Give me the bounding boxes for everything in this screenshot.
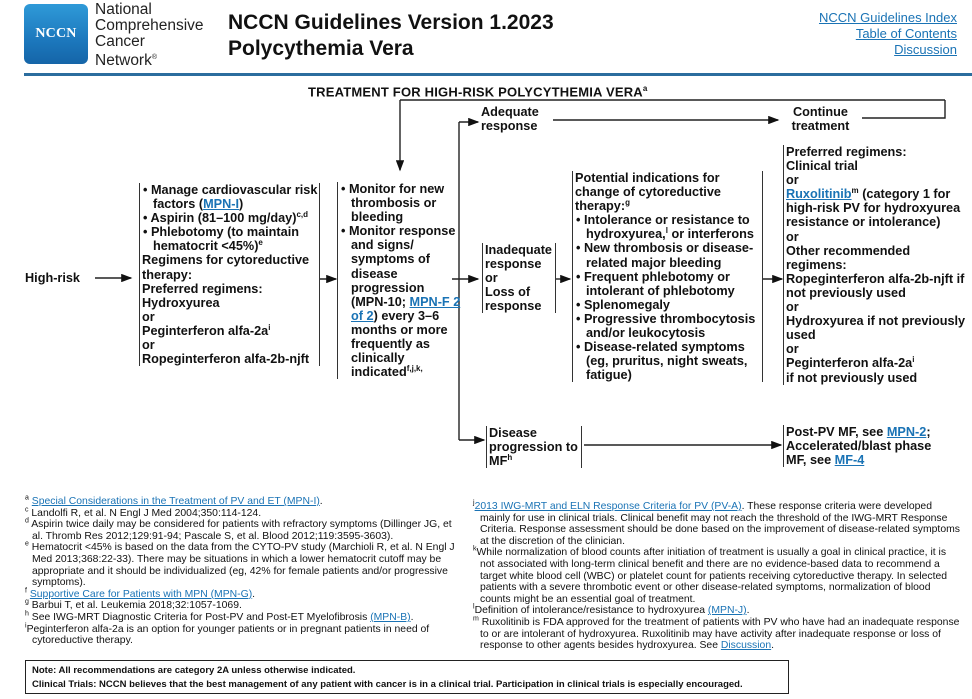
- footnote-ref: h: [507, 452, 513, 462]
- note-line: Clinical Trials: NCCN believes that the best management of any patient with cancer is in a clinical trial. Participation in clinical trials is especially encouraged.: [32, 679, 743, 690]
- bullet-aspirin: • Aspirin (81–100 mg/day)$^{c,d}$: [143, 209, 309, 226]
- high-risk-label: High-risk: [25, 271, 80, 285]
- footnote-mark: c: [25, 506, 29, 514]
- title-line: NCCN Guidelines Version 1.2023: [228, 11, 554, 34]
- text: Hematocrit <45% is based on the data from the CYTO-PV study (Marchioli R, et al. N Engl J Med 2013;368:22-33). There may be situations in which a lower hematocrit cutoff may be appropriate and it should be individualized (eg, 42% for female patients and/or progressive symptoms).: [31, 542, 455, 589]
- registered-mark: ®: [151, 54, 158, 61]
- text: .: [410, 611, 414, 623]
- discussion-link[interactable]: Discussion: [894, 42, 957, 57]
- title-line: Polycythemia Vera: [228, 37, 414, 60]
- footnote-mark: e: [25, 540, 29, 548]
- indication-item: • Frequent phlebotomy or intolerant of phlebotomy: [576, 269, 735, 298]
- text: Peginterferon alfa-2a: [142, 323, 269, 338]
- mpn-i-link[interactable]: MPN-I: [203, 197, 240, 212]
- text: Progressive thrombocytosis and/or leukocytosis: [583, 311, 756, 341]
- inadequate-response-box: [482, 243, 556, 313]
- footnote-ref: e: [258, 238, 263, 248]
- mpn-j-link[interactable]: (MPN-J): [707, 605, 747, 617]
- footnotes-left: [25, 496, 465, 647]
- text: Frequent phlebotomy or intolerant of phlebotomy: [583, 269, 735, 298]
- discussion-footnote-link[interactable]: Discussion: [720, 640, 772, 652]
- text: .: [252, 588, 256, 600]
- text: Landolfi R, et al. N Engl J Med 2004;350:114-124.: [31, 507, 262, 519]
- or-label: or: [786, 229, 799, 244]
- option-ropeginterferon: Ropeginterferon alfa-2b-njft: [142, 352, 310, 367]
- section-title-text: TREATMENT FOR HIGH-RISK POLYCYTHEMIA VERA: [308, 84, 643, 100]
- text: Disease-related symptoms (eg, pruritus, night sweats, fatigue): [583, 340, 748, 383]
- text: Splenomegaly: [583, 297, 670, 312]
- footnote-h: [25, 612, 465, 624]
- text: . These response criteria were developed mainly for use in clinical trials. Clinical benefit may not reach the threshold of the IWG-MRT Response Criteria. Response assessment should be done based on the improvement of disease-related symptoms at the discretion of the clinician.: [480, 501, 960, 547]
- footnote-d: [25, 519, 465, 542]
- loop-continue: [862, 100, 945, 118]
- footnote-mark: l: [473, 603, 475, 611]
- footnote-a: [25, 496, 465, 508]
- text: Disease progression to MF: [489, 426, 578, 469]
- note-line: Note: All recommendations are category 2A unless otherwise indicated.: [32, 665, 356, 676]
- footnote-ref: i: [268, 322, 271, 332]
- footnote-mark: f: [25, 587, 27, 595]
- option-ruxolitinib: [786, 187, 966, 229]
- mf-line: Accelerated/blast phase: [786, 439, 932, 454]
- bullet-phlebotomy: • Phlebotomy (to maintain hematocrit <45%)$^e$: [143, 225, 299, 254]
- text: Phlebotomy (to maintain hematocrit <45%): [150, 225, 299, 254]
- potential-indications-box: [572, 171, 763, 382]
- mpn-2-link[interactable]: MPN-2: [886, 425, 927, 439]
- text: Potential indications for change of cytoreductive therapy:: [575, 171, 721, 214]
- bullet-monitor-thrombosis: • Monitor for new thrombosis or bleeding: [341, 182, 445, 225]
- option-ropeginterferon: Ropeginterferon alfa-2b-njft if not previously used: [786, 271, 965, 300]
- text: ) every 3–6 months or more frequently as clinically indicated: [351, 308, 448, 380]
- footnotes-right: [473, 501, 963, 652]
- footnote-l: [473, 605, 963, 617]
- option-clinical-trial: Clinical trial: [786, 159, 858, 174]
- text: or: [485, 271, 498, 286]
- bullet-cardio: • Manage cardiovascular risk factors (MPN-I): [143, 183, 318, 212]
- other-heading: Other recommended regimens:: [786, 243, 911, 272]
- text: ): [239, 197, 244, 212]
- text: response: [485, 257, 542, 272]
- text: Peginterferon alfa-2a: [786, 356, 913, 371]
- org-line: Cancer: [95, 33, 145, 50]
- text: .: [771, 640, 775, 652]
- special-considerations-link[interactable]: Special Considerations in the Treatment of PV and ET (MPN-I): [31, 496, 320, 507]
- footnote-ref: a: [642, 84, 648, 93]
- disease-progression-box: [486, 426, 582, 468]
- footnote-g: [25, 600, 465, 612]
- text: Monitor for new thrombosis or bleeding: [348, 182, 445, 225]
- bullet-monitor-response: • Monitor response and signs/ symptoms of disease progression (MPN-10; MPN-F 2 of 2) every 3–6 months or more frequently as clinically indicated$^{f,j,k,}$: [341, 224, 461, 380]
- text: or interferons: [667, 227, 754, 242]
- or-label: or: [786, 173, 799, 188]
- text: if not previously used: [786, 370, 918, 385]
- text: Manage cardiovascular risk factors (: [150, 183, 318, 212]
- second-line-regimens-box: [783, 145, 966, 385]
- continue-treatment-label: Continue treatment: [791, 105, 850, 134]
- mf-4-link[interactable]: MF-4: [834, 453, 865, 468]
- text: Barbui T, et al. Leukemia 2018;32:1057-1069.: [31, 600, 242, 612]
- org-line: National: [95, 1, 152, 18]
- ruxolitinib-link[interactable]: Ruxolitinib: [786, 187, 852, 202]
- option-peginterferon: [142, 324, 319, 338]
- footnote-mark: d: [25, 517, 29, 525]
- footnote-ref: c,d: [296, 209, 309, 219]
- monitor-box: [337, 182, 461, 379]
- indication-item: • Progressive thrombocytosis and/or leukocytosis: [576, 311, 756, 341]
- text: .: [319, 496, 323, 507]
- potential-heading: [575, 171, 762, 213]
- text: Definition of intolerance/resistance to hydroxyurea: [474, 605, 708, 617]
- mf-line: [786, 425, 971, 439]
- indication-item: • Splenomegaly: [576, 297, 670, 312]
- text: Aspirin twice daily may be considered for patients with refractory symptoms (Dillinger JG, et al. Thromb Res 2012;129:91-94; Pascale S, et al. Blood 2012;119:3595-3603).: [31, 519, 452, 542]
- supportive-care-link[interactable]: Supportive Care for Patients with MPN (MPN-G): [29, 588, 253, 600]
- footnote-m: [473, 617, 963, 652]
- text: New thrombosis or disease-related major bleeding: [583, 241, 754, 270]
- text: ;: [926, 425, 931, 439]
- text: Intolerance or resistance to hydroxyurea,: [583, 213, 750, 242]
- footnote-k: [473, 547, 963, 605]
- option-hydroxyurea: Hydroxyurea if not previously used: [786, 314, 966, 343]
- table-of-contents-link[interactable]: Table of Contents: [855, 26, 957, 41]
- adequate-response-label: Adequate response: [481, 105, 539, 134]
- text: Post-PV MF, see: [786, 425, 887, 439]
- footnote-c: [25, 508, 465, 520]
- text: (category 1 for high-risk PV for hydroxyurea resistance or intolerance): [786, 187, 961, 230]
- mf-box: [783, 425, 971, 467]
- option-peginterferon: [786, 356, 966, 370]
- text: Inadequate: [485, 243, 552, 257]
- or-label: or: [142, 338, 155, 353]
- or-label: or: [786, 300, 799, 315]
- footnote-mark: m: [473, 615, 479, 623]
- mf-line: [786, 453, 971, 467]
- footnote-mark: k: [473, 545, 477, 553]
- footnote-i: [25, 624, 465, 647]
- note-box: [25, 660, 789, 694]
- footnote-f: [25, 589, 465, 601]
- initial-treatment-box: [139, 183, 320, 366]
- nccn-logo: NCCN: [24, 4, 88, 64]
- text: response: [485, 299, 542, 314]
- footnote-ref: f,j,k,: [406, 363, 423, 373]
- regimens-heading: Regimens for cytoreductive therapy:: [142, 253, 310, 282]
- indication-item: • Disease-related symptoms (eg, pruritus, night sweats, fatigue): [576, 340, 748, 383]
- footnote-j: [473, 501, 963, 547]
- footnote-ref: m: [851, 186, 859, 196]
- org-line: Comprehensive: [95, 17, 204, 34]
- response-criteria-link[interactable]: 2013 IWG-MRT and ELN Response Criteria for PV (PV-A): [474, 501, 742, 512]
- footnote-ref: l: [665, 226, 668, 236]
- text: Aspirin (81–100 mg/day): [150, 211, 297, 226]
- text: While normalization of blood counts after initiation of treatment is usually a goal in clinical practice, it is not associated with long-term clinical benefit and there are no evidence-based data to recommend a target white blood cell (WBC) or platelet count for patients receiving cytoreductive therapy. In selected patients with a severe thrombotic event or other disease-related symptoms, normalization of blood counts might be an essential goal of treatment.: [476, 547, 948, 605]
- footnote-mark: j: [473, 499, 475, 507]
- footnote-mark: g: [25, 598, 29, 606]
- preferred-heading: Preferred regimens:: [142, 281, 263, 296]
- text: Monitor response and signs/ symptoms of disease progression (MPN-10;: [348, 224, 456, 309]
- footnote-ref: g: [625, 197, 630, 207]
- or-label: or: [142, 309, 155, 324]
- mpn-f-link[interactable]: MPN-F 2 of 2: [351, 294, 461, 323]
- option-hydroxyurea: Hydroxyurea: [142, 295, 220, 310]
- org-line-text: Network: [95, 52, 152, 70]
- mpn-b-link[interactable]: (MPN-B): [370, 611, 411, 623]
- footnote-ref: i: [912, 355, 915, 365]
- text: See IWG-MRT Diagnostic Criteria for Post-PV and Post-ET Myelofibrosis: [31, 611, 371, 623]
- indication-item: • New thrombosis or disease-related major bleeding: [576, 241, 754, 270]
- text: .: [746, 605, 750, 617]
- or-label: or: [786, 342, 799, 357]
- text: Ruxolitinib is FDA approved for the treatment of patients with PV who have had an inadequate response to or are intolerant of hydroxyurea. Ruxolitinib may have activity after inadequate response or loss of response to other agents besides hydroxyurea. See: [480, 616, 960, 652]
- footnote-mark: a: [25, 494, 29, 502]
- text: Loss of: [485, 285, 531, 300]
- footnote-mark: i: [25, 622, 27, 630]
- footnote-e: [25, 542, 465, 588]
- guidelines-index-link[interactable]: NCCN Guidelines Index: [818, 10, 957, 25]
- text: Peginterferon alfa-2a is an option for younger patients or in pregnant patients in need of cytoreductive therapy.: [26, 623, 430, 647]
- preferred-heading: Preferred regimens:: [786, 145, 907, 159]
- footnote-mark: h: [25, 610, 29, 618]
- text: MF, see: [786, 453, 835, 468]
- indication-item: • Intolerance or resistance to hydroxyurea,$^l$ or interferons: [576, 213, 754, 242]
